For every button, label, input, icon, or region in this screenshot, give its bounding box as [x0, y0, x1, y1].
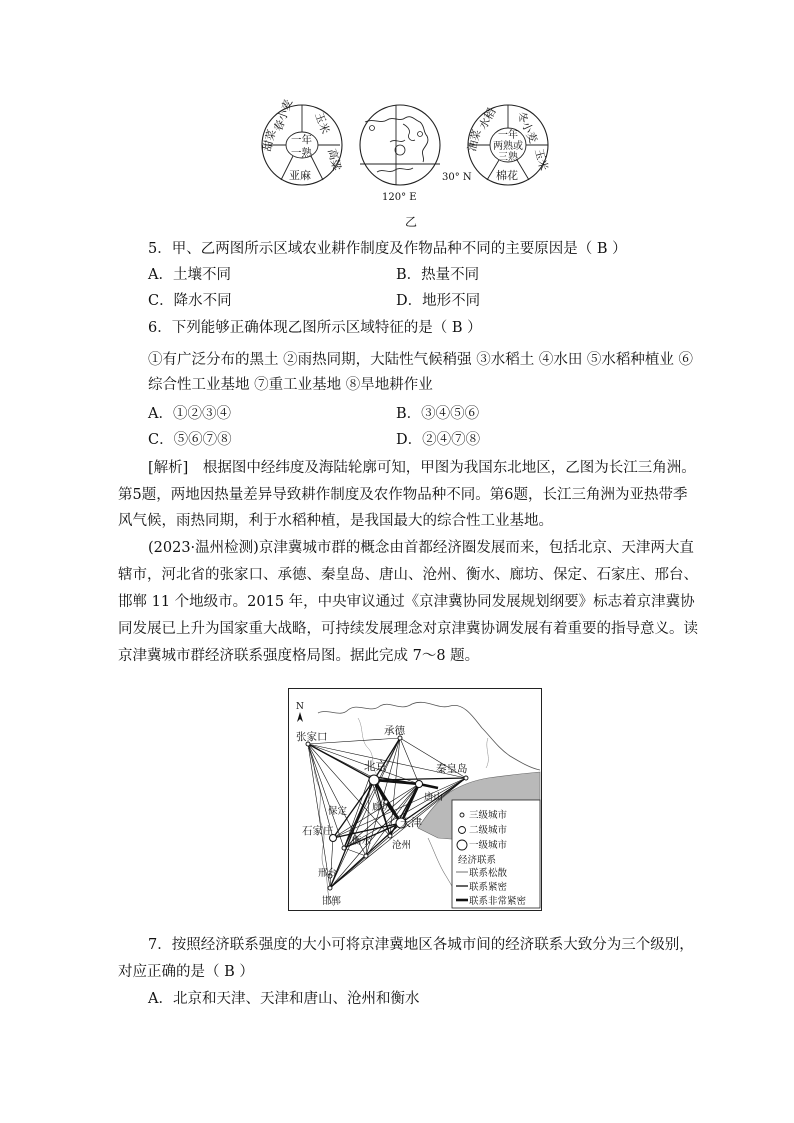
label-cangzhou: 沧州 — [392, 840, 412, 851]
cropping-text: 三熟 — [498, 152, 518, 163]
q6-stem: 6．下列能够正确体现乙图所示区域特征的是（ B ） — [148, 320, 482, 336]
beijing-marker — [369, 775, 379, 785]
crop-label: 玉米 — [312, 110, 332, 136]
legend-level1: 一级城市 — [469, 840, 508, 851]
longitude-label: 120° E — [382, 192, 417, 203]
legend-title: 经济联系 — [458, 855, 497, 866]
legend-level2: 二级城市 — [469, 825, 508, 836]
q6-option-a[interactable]: A．①②③④ — [148, 406, 231, 422]
tangshan-marker — [416, 781, 423, 788]
label-baoding: 保定 — [328, 806, 348, 817]
label-beijing: 北京 — [364, 759, 387, 773]
label-xingtai: 邢台 — [318, 868, 338, 879]
q7-stem-cont: 对应正确的是（ B ） — [118, 964, 254, 980]
legend-level3: 三级城市 — [469, 810, 508, 821]
latitude-label: 30° N — [442, 172, 472, 183]
analysis-line: [解析] 根据图中经纬度及海陆轮廓可知，甲图为我国东北地区，乙图为长江三角洲。 — [148, 460, 696, 476]
figure-caption: 乙 — [405, 215, 418, 229]
cangzhou-marker — [388, 834, 392, 838]
cropping-text: 一年 — [291, 134, 312, 146]
label-zhangjiakou: 张家口 — [296, 731, 328, 743]
label-hengshui: 衡水 — [352, 836, 372, 847]
q7-stem: 7．按照经济联系强度的大小可将京津冀地区各城市间的经济联系大致分为三个级别， — [148, 937, 694, 953]
map-legend — [452, 800, 540, 908]
crop-label: 冬小麦 — [514, 109, 541, 146]
analysis-line: 第5题，两地因热量差异导致耕作制度及农作物品种不同。第6题，长江三角洲为亚热带季 — [118, 487, 688, 503]
legend-loose: 联系松散 — [469, 868, 508, 879]
cropping-text: 两熟或 — [493, 141, 523, 152]
q5-stem: 5．甲、乙两图所示区域农业耕作制度及作物品种不同的主要原因是（ B ） — [148, 241, 627, 257]
passage-line: 京津冀城市群经济联系强度格局图。据此完成 7～8 题。 — [118, 648, 480, 664]
q5-option-d[interactable]: D．地形不同 — [396, 293, 481, 309]
label-chengde: 承德 — [384, 725, 405, 737]
cropping-text: 一年 — [498, 130, 518, 141]
crop-label: 高粱 — [325, 147, 344, 173]
passage-line: (2023·温州检测)京津冀城市群的概念由首都经济圈发展而来，包括北京、天津两大直 — [148, 540, 694, 556]
handan-marker — [328, 886, 332, 890]
legend-very-close: 联系非常紧密 — [469, 896, 527, 907]
passage-line: 邯郸 11 个地级市。2015 年，中央审议通过《京津冀协同发展规划纲要》标志着京津冀协 — [118, 594, 695, 610]
label-handan: 邯郸 — [322, 896, 342, 907]
q6-option-b[interactable]: B．③④⑤⑥ — [396, 406, 480, 422]
passage-line: 辖市，河北省的张家口、承德、秦皇岛、唐山、沧州、衡水、廊坊、保定、石家庄、邢台、 — [118, 567, 698, 583]
baoding-marker — [342, 846, 346, 850]
q5-option-a[interactable]: A．土壤不同 — [148, 267, 231, 283]
label-tangshan: 唐山 — [424, 792, 444, 803]
crop-label: 棉花 — [496, 169, 518, 182]
svg-text:N: N — [296, 702, 304, 712]
q6-statements-2: 综合性工业基地 ⑦重工业基地 ⑧旱地耕作业 — [148, 377, 433, 393]
crop-label: 甜菜 — [260, 128, 279, 153]
hengshui-marker — [364, 854, 368, 858]
label-tianjin: 天津 — [400, 816, 422, 829]
jingjinji-map — [288, 688, 542, 911]
legend-close: 联系紧密 — [469, 882, 508, 893]
label-shijiazhuang: 石家庄 — [302, 825, 334, 837]
q6-option-d[interactable]: D．②④⑦⑧ — [396, 432, 481, 448]
crop-label: 油菜 — [465, 128, 484, 153]
q6-option-c[interactable]: C．⑤⑥⑦⑧ — [148, 432, 232, 448]
qinhuangdao-marker — [464, 776, 468, 780]
q7-option-a[interactable]: A．北京和天津、天津和唐山、沧州和衡水 — [148, 991, 420, 1007]
passage-line: 同发展已上升为国家重大战略，可持续发展理念对京津冀协调发展有着重要的指导意义。读 — [118, 621, 698, 637]
figure-yi — [255, 92, 555, 230]
crop-label: 春小麦 — [271, 97, 296, 134]
cropping-text: 一熟 — [291, 147, 312, 159]
q5-option-c[interactable]: C．降水不同 — [148, 293, 232, 309]
crop-label: 水稻 — [476, 105, 499, 132]
right-crop-circle — [464, 105, 551, 185]
q5-option-b[interactable]: B．热量不同 — [396, 267, 480, 283]
analysis-line: 风气候，雨热同期，利于水稻种植，是我国最大的综合性工业基地。 — [118, 513, 553, 529]
yangtze-delta-map — [360, 105, 472, 203]
crop-label: 亚麻 — [289, 169, 311, 182]
label-qinhuangdao: 秦皇岛 — [436, 763, 468, 775]
left-crop-circle — [259, 97, 344, 185]
crop-label: 玉米 — [532, 147, 551, 173]
q6-statements-1: ①有广泛分布的黑土 ②雨热同期，大陆性气候稍强 ③水稻土 ④水田 ⑤水稻种植业 ⑥ — [148, 352, 694, 368]
label-langfang: 廊坊 — [372, 802, 392, 813]
